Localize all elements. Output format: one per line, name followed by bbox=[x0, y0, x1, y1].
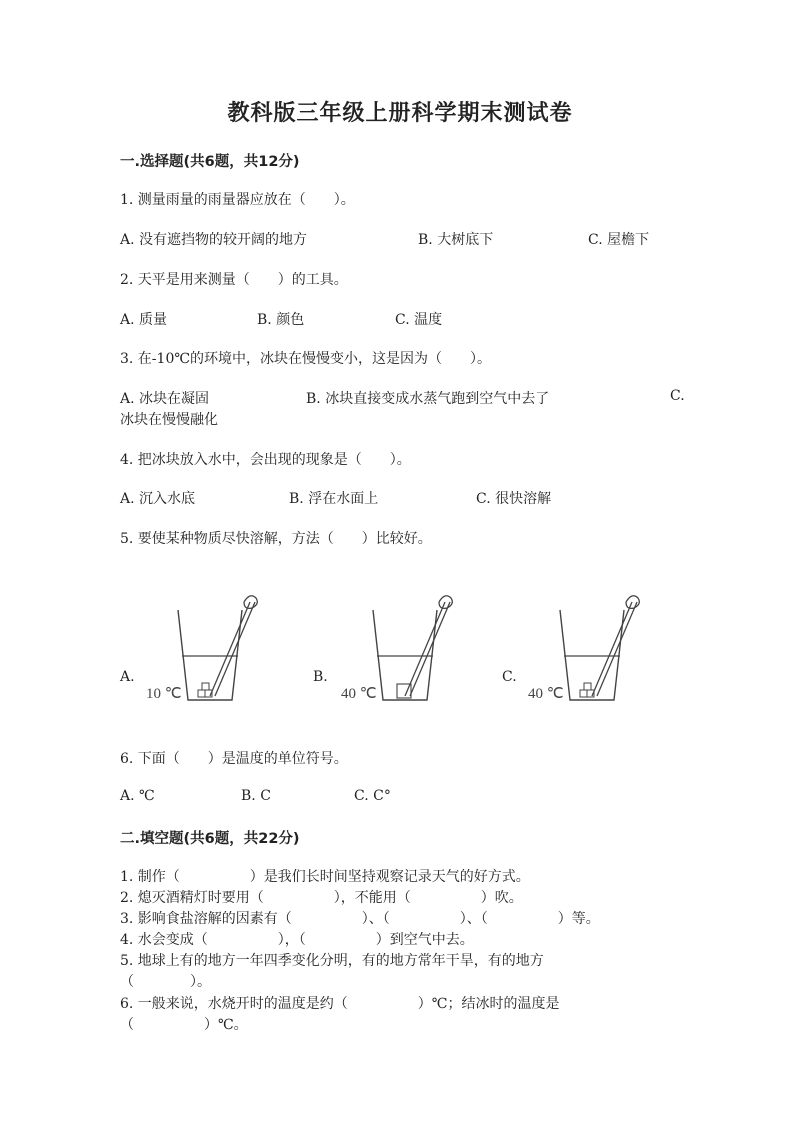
q2-option-a: A. 质量 bbox=[120, 312, 168, 328]
q3-option-a: A. 冰块在凝固 bbox=[120, 391, 210, 407]
fill-line-2: 2. 熄灭酒精灯时要用（ ），不能用（ ）吹。 bbox=[120, 890, 523, 906]
q6-option-c: C. C° bbox=[354, 788, 391, 804]
fill-line-1: 1. 制作（ ）是我们长时间坚持观察记录天气的好方式。 bbox=[120, 869, 530, 885]
question-1-stem: 1. 测量雨量的雨量器应放在（ ）。 bbox=[120, 192, 355, 208]
q3-option-c-label: C. bbox=[670, 388, 685, 404]
fill-line-5-cont: （ ）。 bbox=[120, 974, 211, 990]
q4-option-c: C. 很快溶解 bbox=[476, 491, 552, 507]
q1-option-c: C. 屋檐下 bbox=[588, 232, 650, 248]
beaker-b-temp: 40 ℃ bbox=[341, 686, 377, 702]
question-3-stem: 3. 在-10℃的环境中，冰块在慢慢变小，这是因为（ ）。 bbox=[120, 351, 492, 367]
q1-option-b: B. 大树底下 bbox=[418, 232, 494, 248]
question-4-stem: 4. 把冰块放入水中，会出现的现象是（ ）。 bbox=[120, 452, 411, 468]
beaker-b-illustration bbox=[335, 588, 465, 708]
beaker-a-temp: 10 ℃ bbox=[146, 686, 182, 702]
beaker-c-illustration bbox=[522, 588, 652, 708]
question-5-stem: 5. 要使某种物质尽快溶解，方法（ ）比较好。 bbox=[120, 531, 432, 547]
question-2-stem: 2. 天平是用来测量（ ）的工具。 bbox=[120, 272, 348, 288]
q3-option-c-text: 冰块在慢慢融化 bbox=[120, 412, 218, 428]
q3-option-b: B. 冰块直接变成水蒸气跑到空气中去了 bbox=[306, 391, 550, 407]
q1-option-a: A. 没有遮挡物的较开阔的地方 bbox=[120, 232, 308, 248]
q5-figure-c-label: C. bbox=[502, 669, 517, 685]
q5-figure-b-label: B. bbox=[313, 669, 328, 685]
question-6-stem: 6. 下面（ ）是温度的单位符号。 bbox=[120, 751, 348, 767]
q4-option-a: A. 沉入水底 bbox=[120, 491, 196, 507]
fill-line-5: 5. 地球上有的地方一年四季变化分明，有的地方常年干旱，有的地方 bbox=[120, 953, 544, 969]
beaker-a-illustration bbox=[140, 588, 270, 708]
q2-option-b: B. 颜色 bbox=[257, 312, 305, 328]
page-title: 教科版三年级上册科学期末测试卷 bbox=[227, 101, 573, 126]
fill-line-4: 4. 水会变成（ ），（ ）到空气中去。 bbox=[120, 932, 474, 948]
fill-line-6: 6. 一般来说，水烧开时的温度是约（ ）℃；结冰时的温度是 bbox=[120, 996, 560, 1012]
q4-option-b: B. 浮在水面上 bbox=[289, 491, 379, 507]
section-fill-heading: 二.填空题(共6题，共22分) bbox=[120, 831, 300, 847]
q2-option-c: C. 温度 bbox=[395, 312, 443, 328]
fill-line-6-cont: （ ）℃。 bbox=[120, 1017, 248, 1033]
fill-line-3: 3. 影响食盐溶解的因素有（ ）、（ ）、（ ）等。 bbox=[120, 911, 600, 927]
section-choice-heading: 一.选择题(共6题，共12分) bbox=[120, 154, 300, 170]
q6-option-a: A. ℃ bbox=[120, 788, 155, 804]
beaker-c-temp: 40 ℃ bbox=[528, 686, 564, 702]
q5-figure-a-label: A. bbox=[120, 669, 135, 685]
q6-option-b: B. C bbox=[241, 788, 271, 804]
